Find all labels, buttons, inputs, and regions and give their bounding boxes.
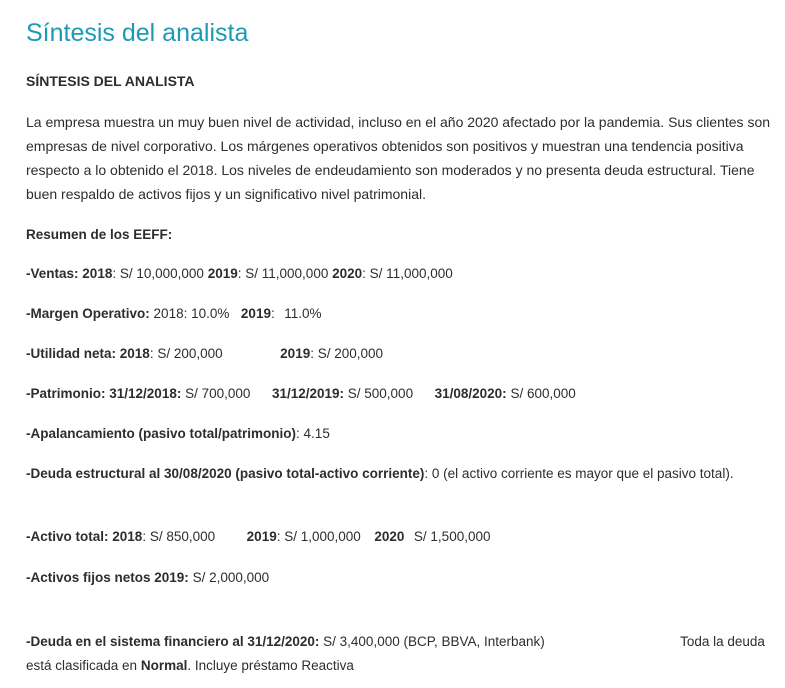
activo-total-year-2019: 2019 bbox=[246, 529, 277, 544]
margen-year-2019: 2019 bbox=[240, 306, 271, 321]
activo-total-year-2020: 2020 bbox=[374, 529, 405, 544]
apalancamiento-row: -Apalancamiento (pasivo total/patrimonio): 4.15 bbox=[26, 426, 330, 441]
ventas-value-2019: S/ 11,000,000 bbox=[245, 266, 329, 281]
deuda-sistema-note-b: . Incluye préstamo Reactiva bbox=[187, 658, 354, 673]
margen-value-2019: 11.0% bbox=[284, 306, 322, 321]
utilidad-value-2018: S/ 200,000 bbox=[157, 346, 223, 361]
summary-paragraph: La empresa muestra un muy buen nivel de actividad, incluso en el año 2020 afectado por la pandemia. Sus clientes son empresas de nivel corporativo. Los márgenes operativos obtenidos son positivos y muestran una tendencia positiva respecto a lo obtenido el 2018. Los niveles de endeudamiento son moderados y no presenta deuda estructural. Tiene buen respaldo de activos fijos y un significativo nivel patrimonial. bbox=[26, 114, 771, 202]
utilidad-value-2019: S/ 200,000 bbox=[317, 346, 384, 361]
utilidad-row: -Utilidad neta: 2018: S/ 200,000 2019: S/ 200,000 bbox=[26, 346, 384, 361]
deuda-estructural-label: -Deuda estructural al 30/08/2020 (pasivo total-activo corriente) bbox=[26, 466, 425, 481]
utilidad-label: -Utilidad neta: bbox=[26, 346, 116, 361]
patrimonio-value-2020: S/ 600,000 bbox=[510, 386, 576, 401]
patrimonio-label: -Patrimonio: bbox=[26, 386, 106, 401]
deuda-sistema-row bbox=[26, 630, 771, 678]
patrimonio-date-2019: 31/12/2019: bbox=[271, 386, 344, 401]
margen-row: -Margen Operativo: 2018: 10.0% 2019: 11.0% bbox=[26, 306, 322, 321]
deuda-sistema-note-bold: Normal bbox=[140, 658, 188, 673]
ventas-year-2020: 2020 bbox=[332, 266, 363, 281]
ventas-year-2019: 2019 bbox=[207, 266, 238, 281]
page-title: Síntesis del analista bbox=[26, 19, 249, 47]
eeff-summary-title bbox=[26, 223, 172, 247]
ventas-label: -Ventas: bbox=[26, 266, 79, 281]
deuda-estructural-row: -Deuda estructural al 30/08/2020 (pasivo total-activo corriente): 0 (el activo corriente es mayor que el pasivo total). bbox=[26, 466, 734, 481]
deuda-sistema-value: S/ 3,400,000 (BCP, BBVA, Interbank) bbox=[323, 634, 545, 649]
ventas-row: -Ventas: 2018: S/ 10,000,000 2019: S/ 11,000,000 2020: S/ 11,000,000 bbox=[26, 266, 453, 281]
margen-value-2018: 10.0% bbox=[191, 306, 230, 321]
patrimonio-row bbox=[26, 382, 576, 406]
activo-total-label: -Activo total: bbox=[26, 529, 109, 544]
ventas-year-2018: 2018 bbox=[82, 266, 113, 281]
margen-label: -Margen Operativo: bbox=[26, 306, 150, 321]
patrimonio-date-2018: 31/12/2018: bbox=[109, 386, 182, 401]
patrimonio-value-2018: S/ 700,000 bbox=[185, 386, 251, 401]
activo-total-value-2019: S/ 1,000,000 bbox=[284, 529, 361, 544]
deuda-estructural-value: 0 (el activo corriente es mayor que el pasivo total). bbox=[431, 466, 734, 481]
activos-fijos-value: S/ 2,000,000 bbox=[192, 570, 270, 585]
activos-fijos-label: -Activos fijos netos 2019: bbox=[26, 570, 189, 585]
activo-total-row: -Activo total: 2018: S/ 850,000 2019: S/ 1,000,000 2020 S/ 1,500,000 bbox=[26, 529, 491, 544]
eeff-summary-title-text: Resumen de los EEFF: bbox=[26, 227, 173, 242]
utilidad-year-2019: 2019 bbox=[280, 346, 311, 361]
activo-total-value-2020: S/ 1,500,000 bbox=[413, 529, 491, 544]
apalancamiento-label: -Apalancamiento (pasivo total/patrimonio) bbox=[26, 426, 297, 441]
patrimonio-value-2019: S/ 500,000 bbox=[347, 386, 414, 401]
margen-year-2018: 2018 bbox=[153, 306, 184, 321]
ventas-value-2018: S/ 10,000,000 bbox=[119, 266, 204, 281]
activos-fijos-row bbox=[26, 566, 269, 590]
apalancamiento-value: 4.15 bbox=[303, 426, 330, 441]
utilidad-year-2018: 2018 bbox=[119, 346, 150, 361]
patrimonio-date-2020: 31/08/2020: bbox=[434, 386, 507, 401]
deuda-sistema-label: -Deuda en el sistema financiero al 31/12/2020: bbox=[26, 634, 320, 649]
activo-total-value-2018: S/ 850,000 bbox=[149, 529, 216, 544]
activo-total-year-2018: 2018 bbox=[112, 529, 143, 544]
section-subtitle: SÍNTESIS DEL ANALISTA bbox=[26, 73, 195, 89]
ventas-value-2020: S/ 11,000,000 bbox=[369, 266, 453, 281]
deuda-sistema-note-a: Toda la deuda está clasificada en bbox=[26, 634, 765, 673]
